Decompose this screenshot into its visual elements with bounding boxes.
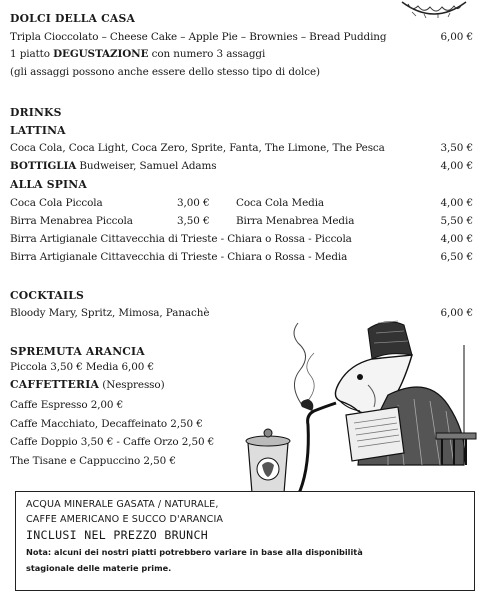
degust-pre: 1 piatto (10, 48, 54, 60)
caffe-line-4: The Tisane e Cappuccino 2,50 € (10, 455, 176, 467)
box-note-2: stagionale delle materie prime. (26, 563, 172, 573)
box-note-1: Nota: alcuni dei nostri piatti potrebbero variare in base alla disponibilità (26, 547, 363, 557)
bottiglia-items: Budweiser, Samuel Adams (79, 160, 217, 172)
dolci-item-text: Tripla Cioccolato – Cheese Cake – Apple Pie – Brownies – Bread Pudding (10, 31, 387, 43)
caffe-line-3: Caffe Doppio 3,50 € - Caffe Orzo 2,50 € (10, 436, 215, 448)
lattina-row (10, 142, 473, 155)
dolci-item-price: 6,00 € (440, 31, 473, 43)
drinks-title: DRINKS (10, 106, 62, 119)
spina-r2-mid: 3,50 € (177, 215, 210, 227)
spina-r2-left: Birra Menabrea Piccola (10, 215, 133, 227)
bottiglia-row (10, 160, 473, 173)
spina-row-3 (10, 233, 473, 246)
caffe-line-1: Caffe Espresso 2,00 € (10, 399, 124, 411)
spina-row-2 (10, 215, 473, 228)
spremuta-line: Piccola 3,50 € Media 6,00 € (10, 361, 154, 373)
cocktails-price: 6,00 € (440, 307, 473, 319)
cocktails-items: Bloody Mary, Spritz, Mimosa, Panachè (10, 307, 210, 319)
spina-r4-text: Birra Artigianale Cittavecchia di Trieste - Chiara o Rossa - Media (10, 251, 348, 263)
spina-r3-price: 4,00 € (440, 233, 473, 245)
brunch-info-box (15, 491, 475, 591)
degust-post: con numero 3 assaggi (148, 48, 266, 60)
dolci-title: DOLCI DELLA CASA (10, 12, 136, 25)
spina-row-4 (10, 251, 473, 264)
spina-r2-price: 5,50 € (440, 215, 473, 227)
bottiglia-price: 4,00 € (440, 160, 473, 172)
spremuta-title: SPREMUTA ARANCIA (10, 345, 145, 358)
lattina-items: Coca Cola, Coca Light, Coca Zero, Sprite, Fanta, The Limone, The Pesca (10, 142, 385, 154)
spina-row-1 (10, 197, 473, 210)
degustazione-line (10, 48, 473, 61)
spina-r1-price: 4,00 € (440, 197, 473, 209)
spina-r1-right: Coca Cola Media (236, 197, 325, 209)
cocktails-title: COCKTAILS (10, 289, 85, 302)
caffe-line-2: Caffe Macchiato, Decaffeinato 2,50 € (10, 418, 203, 430)
bottiglia-title: BOTTIGLIA (10, 160, 77, 172)
caffetteria-subtitle: (Nespresso) (99, 379, 165, 391)
caffetteria-heading (10, 378, 473, 392)
caffetteria-title: CAFFETTERIA (10, 378, 100, 391)
spina-r2-right: Birra Menabrea Media (236, 215, 355, 227)
degust-bold: DEGUSTAZIONE (53, 48, 149, 60)
spina-r1-left: Coca Cola Piccola (10, 197, 103, 209)
box-line-2: CAFFE AMERICANO E SUCCO D'ARANCIA (26, 514, 224, 525)
spina-r4-price: 6,50 € (440, 251, 473, 263)
spina-r1-mid: 3,00 € (177, 197, 210, 209)
spina-title: ALLA SPINA (10, 178, 87, 191)
box-line-3: INCLUSI NEL PREZZO BRUNCH (26, 528, 209, 542)
dolci-note: (gli assaggi possono anche essere dello stesso tipo di dolce) (10, 66, 320, 78)
lattina-title: LATTINA (10, 124, 66, 137)
spina-r3-text: Birra Artigianale Cittavecchia di Trieste - Chiara o Rossa - Piccola (10, 233, 352, 245)
box-line-1: ACQUA MINERALE GASATA / NATURALE, (26, 499, 219, 510)
dolci-item (10, 31, 473, 44)
lattina-price: 3,50 € (440, 142, 473, 154)
